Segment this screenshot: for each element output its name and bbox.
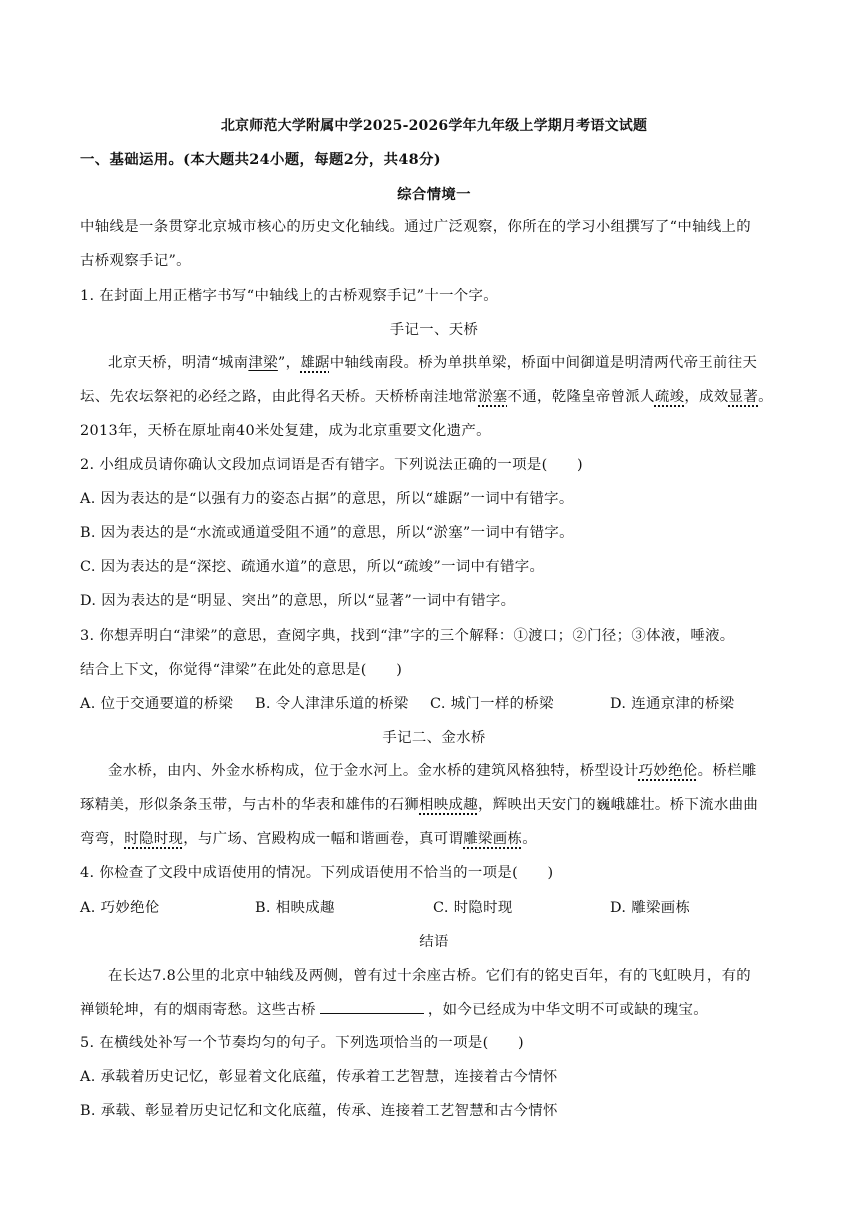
context-heading: 综合情境一 bbox=[397, 186, 471, 203]
question-2-option-a: A. 因为表达的是“以强有力的姿态占据”的意思，所以“雄踞”一词中有错字。 bbox=[80, 491, 574, 507]
question-3-stem-2: 结合上下文，你觉得“津梁”在此处的意思是( ) bbox=[80, 662, 403, 678]
note2-line-2: 琢精美，形似条条玉带，与古朴的华表和雄伟的石狮相映成趣，辉映出天安门的巍峨雄壮。桥下流水曲曲 bbox=[80, 797, 759, 813]
ending-line-1: 在长达7.8公里的北京中轴线及两侧，曾有过十余座古桥。它们有的铭史百年，有的飞虹映月，有的 bbox=[108, 968, 752, 984]
fill-in-blank bbox=[320, 999, 424, 1014]
question-4-option-b: B. 相映成趣 bbox=[255, 900, 335, 916]
note1-line-1: 北京天桥，明清“城南津梁”，雄踞中轴线南段。桥为单拱单梁，桥面中间御道是明清两代帝王前往天 bbox=[108, 355, 758, 371]
note2-heading: 手记二、金水桥 bbox=[382, 730, 486, 746]
exam-title: 北京师范大学附属中学2025-2026学年九年级上学期月考语文试题 bbox=[220, 118, 648, 134]
question-2-stem: 2. 小组成员请你确认文段加点词语是否有错字。下列说法正确的一项是( ) bbox=[80, 457, 583, 473]
question-3-stem-1: 3. 你想弄明白“津梁”的意思，查阅字典，找到“津”字的三个解释：①渡口；②门径；③体液，唾液。 bbox=[80, 628, 735, 644]
question-5-option-b: B. 承载、彰显着历史记忆和文化底蕴，传承、连接着工艺智慧和古今情怀 bbox=[80, 1103, 558, 1119]
note1-heading: 手记一、天桥 bbox=[389, 322, 479, 338]
question-3-option-c: C. 城门一样的桥梁 bbox=[430, 696, 554, 712]
question-2-option-c: C. 因为表达的是“深挖、疏通水道”的意思，所以“疏竣”一词中有错字。 bbox=[80, 559, 545, 575]
question-3-option-d: D. 连通京津的桥梁 bbox=[610, 696, 735, 712]
question-4-option-a: A. 巧妙绝伦 bbox=[80, 900, 160, 916]
question-1: 1. 在封面上用正楷字书写“中轴线上的古桥观察手记”十一个字。 bbox=[80, 288, 499, 304]
question-5-option-a: A. 承载着历史记忆，彰显着文化底蕴，传承着工艺智慧，连接着古今情怀 bbox=[80, 1069, 558, 1085]
section-heading: 一、基础运用。(本大题共24小题，每题2分，共48分) bbox=[80, 151, 441, 168]
question-4-option-c: C. 时隐时现 bbox=[433, 900, 513, 916]
note1-line-3: 2013年，天桥在原址南40米处复建，成为北京重要文化遗产。 bbox=[80, 423, 491, 439]
underlined-term: 津梁 bbox=[248, 355, 278, 371]
dotted-term: 显著 bbox=[728, 389, 759, 405]
question-4-option-d: D. 雕梁画栋 bbox=[610, 900, 691, 916]
note2-line-1: 金水桥，由内、外金水桥构成，位于金水河上。金水桥的建筑风格独特，桥型设计巧妙绝伦。桥栏雕 bbox=[108, 763, 757, 779]
dotted-term: 淤塞 bbox=[478, 389, 508, 405]
intro-line-2: 古桥观察手记”。 bbox=[80, 253, 191, 269]
dotted-term: 雄踞 bbox=[300, 355, 330, 371]
ending-heading: 结语 bbox=[419, 934, 449, 950]
question-4-stem: 4. 你检查了文段中成语使用的情况。下列成语使用不恰当的一项是( ) bbox=[80, 865, 554, 881]
ending-line-2: 禅锁轮坤，有的烟雨寄愁。这些古桥 ，如今已经成为中华文明不可或缺的瑰宝。 bbox=[80, 999, 708, 1020]
question-3-option-a: A. 位于交通要道的桥梁 bbox=[80, 696, 234, 712]
dotted-term: 雕梁画栋 bbox=[463, 831, 523, 847]
dotted-term: 疏竣 bbox=[654, 389, 685, 405]
question-2-option-d: D. 因为表达的是“明显、突出”的意思，所以“显著”一词中有错字。 bbox=[80, 593, 516, 609]
note2-line-3: 弯弯，时隐时现，与广场、宫殿构成一幅和谐画卷，真可谓雕梁画栋。 bbox=[80, 831, 537, 847]
question-5-stem: 5. 在横线处补写一个节奏均匀的句子。下列选项恰当的一项是( ) bbox=[80, 1035, 525, 1051]
note1-line-2: 坛、先农坛祭祀的必经之路，由此得名天桥。天桥桥南洼地常淤塞不通，乾隆皇帝曾派人疏竣，成效显著。 bbox=[80, 389, 773, 405]
question-3-option-b: B. 令人津津乐道的桥梁 bbox=[255, 696, 409, 712]
dotted-term: 时隐时现 bbox=[124, 831, 184, 847]
dotted-term: 相映成趣 bbox=[419, 797, 479, 813]
question-2-option-b: B. 因为表达的是“水流或通道受阻不通”的意思，所以“淤塞”一词中有错字。 bbox=[80, 525, 574, 541]
dotted-term: 巧妙绝伦 bbox=[638, 763, 698, 779]
intro-line-1: 中轴线是一条贯穿北京城市核心的历史文化轴线。通过广泛观察，你所在的学习小组撰写了“中轴线上的 bbox=[80, 219, 752, 235]
